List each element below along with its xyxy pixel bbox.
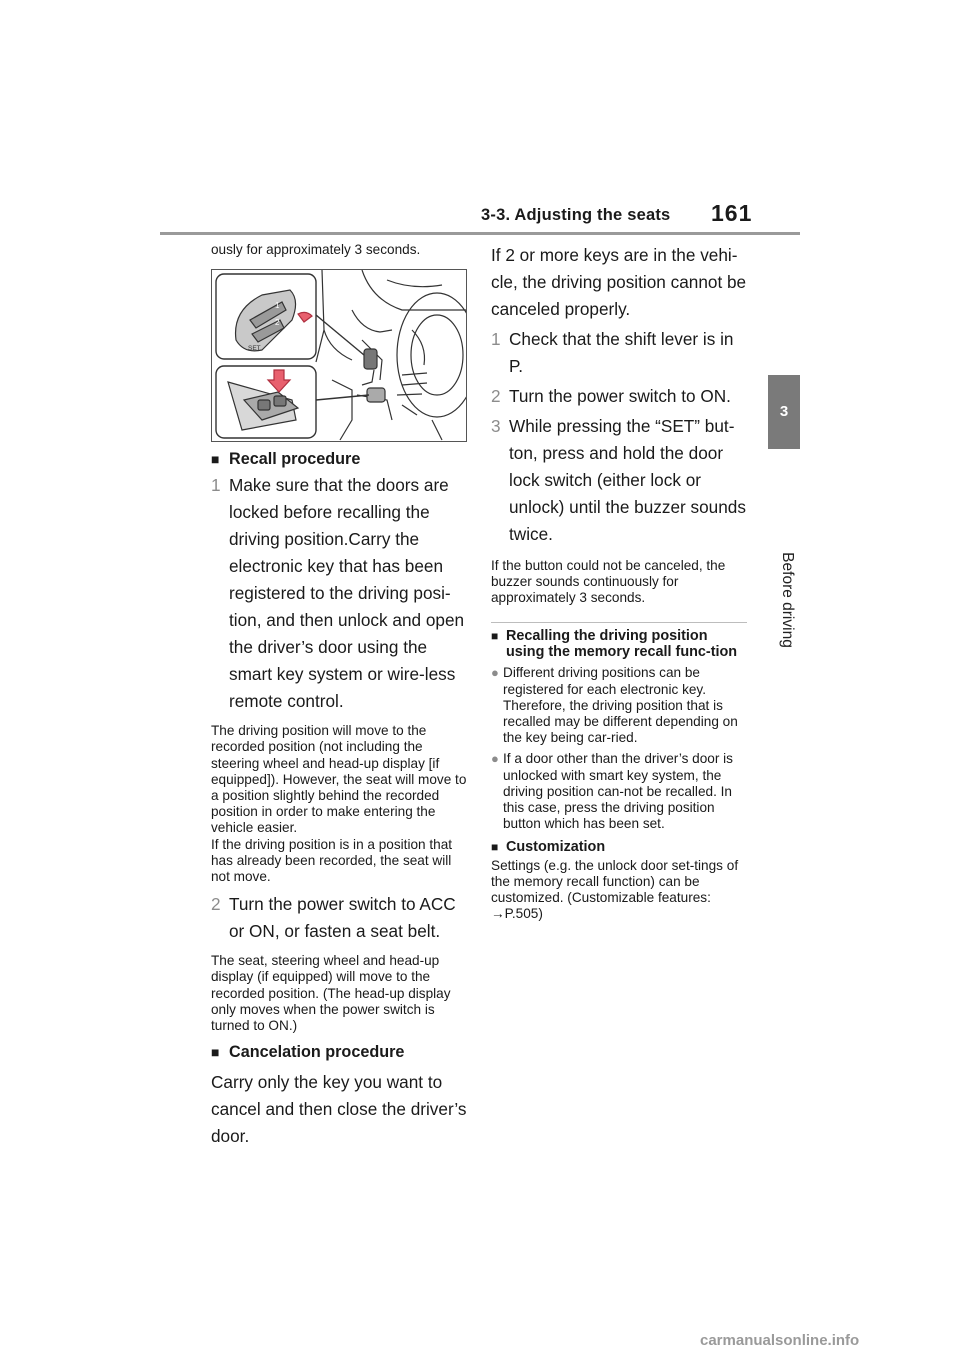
square-bullet-icon: ■ <box>211 451 220 468</box>
page-number: 161 <box>711 200 753 226</box>
square-bullet-icon: ■ <box>211 1044 220 1061</box>
memory-switch-illustration <box>211 269 467 442</box>
illustration-drawing <box>212 270 466 441</box>
memory-recall-subheading <box>491 628 749 661</box>
cancelation-text: Carry only the key you want to cancel and then close the driver’s door. <box>211 1072 467 1147</box>
chapter-number: 3 <box>779 403 789 420</box>
bullet-item <box>491 751 749 832</box>
square-bullet-icon: ■ <box>491 628 499 643</box>
header-rule <box>160 232 800 235</box>
left-intro: ously for approximately 3 seconds. <box>211 242 421 257</box>
circle-bullet-icon: ● <box>491 665 499 681</box>
recall-step-1 <box>211 472 467 715</box>
chapter-label-text: Before driving <box>779 552 796 648</box>
circle-bullet-icon: ● <box>491 751 499 767</box>
chapter-tab <box>768 375 800 449</box>
memory-button-2-label: 2 <box>275 318 280 328</box>
memory-button-1-label: 1 <box>275 301 280 311</box>
chapter-label <box>775 530 799 670</box>
step-text: Turn the power switch to ACC or ON, or fasten a seat belt. <box>229 894 456 942</box>
step-text: Check that the shift lever is in P. <box>509 329 734 376</box>
right-intro: If 2 or more keys are in the vehi-cle, the driving position cannot be canceled properly. <box>491 245 747 319</box>
recall-step-1-note-b: If the driving position is in a position that has already been recorded, the seat will not move. <box>211 836 453 885</box>
step-number: 2 <box>211 894 221 915</box>
cancel-step-1 <box>491 326 749 380</box>
subheading-text: Recalling the driving position using the memory recall func-tion <box>506 627 738 661</box>
bullet-text: If a door other than the driver’s door is unlocked with smart key system, the driving position can-not be recalled. In this case, press the driving position button which has been set. <box>503 751 733 832</box>
recall-step-2-note: The seat, steering wheel and head-up display (if equipped) will move to the recorded position. (The head-up display only moves when the power switch is turned to ON.) <box>211 953 451 1034</box>
watermark: carmanualsonline.info <box>700 1332 860 1349</box>
customization-subheading <box>491 839 749 855</box>
cancel-step-2 <box>491 383 749 410</box>
recall-step-1-note-a: The driving position will move to the recorded position (not including the steering wheel and head-up display [if equipped]). However, the seat will move to a position slightly behind the recorded position in order to make entering the vehicle easier. <box>211 723 467 836</box>
step-number: 2 <box>491 386 501 406</box>
step-number: 1 <box>211 475 221 496</box>
set-button-label: SET <box>248 345 261 353</box>
cancel-steps-list <box>491 326 749 548</box>
step-text: While pressing the “SET” but-ton, press and hold the door lock switch (either lock or unlock) until the buzzer sounds twice. <box>509 416 746 544</box>
step-text: Make sure that the doors are locked before recalling the driving position.Carry the electronic key that has been registered to the driving posi-tion, and then unlock and open the driver’s door using the smart key system or wire-less remote control. <box>229 475 465 712</box>
square-bullet-icon: ■ <box>491 840 499 855</box>
section-title: 3-3. Adjusting the seats <box>481 206 671 224</box>
recall-heading-text: Recall procedure <box>229 450 361 469</box>
subheading-text: Customization <box>506 839 606 856</box>
step-number: 1 <box>491 329 501 349</box>
cancel-step-3 <box>491 413 749 548</box>
customization-text: Settings (e.g. the unlock door set-tings of the memory recall function) can be customized. (Customizable features: →P.505) <box>491 857 739 922</box>
cancelation-procedure-heading <box>211 1041 467 1063</box>
bullet-text: Different driving positions can be registered for each electronic key. Therefore, the driving position that is recalled may be different depending on the key being car-ried. <box>503 665 738 746</box>
bullet-item <box>491 665 749 746</box>
recall-procedure-heading <box>211 448 467 470</box>
cancel-heading-text: Cancelation procedure <box>229 1043 405 1062</box>
step-text: Turn the power switch to ON. <box>509 386 731 406</box>
section-divider <box>491 622 747 623</box>
left-column <box>211 238 467 1150</box>
right-column <box>491 242 749 923</box>
recall-step-2 <box>211 891 467 945</box>
cancel-note: If the button could not be canceled, the buzzer sounds continuously for approximately 3 seconds. <box>491 558 726 606</box>
step-number: 3 <box>491 416 501 436</box>
